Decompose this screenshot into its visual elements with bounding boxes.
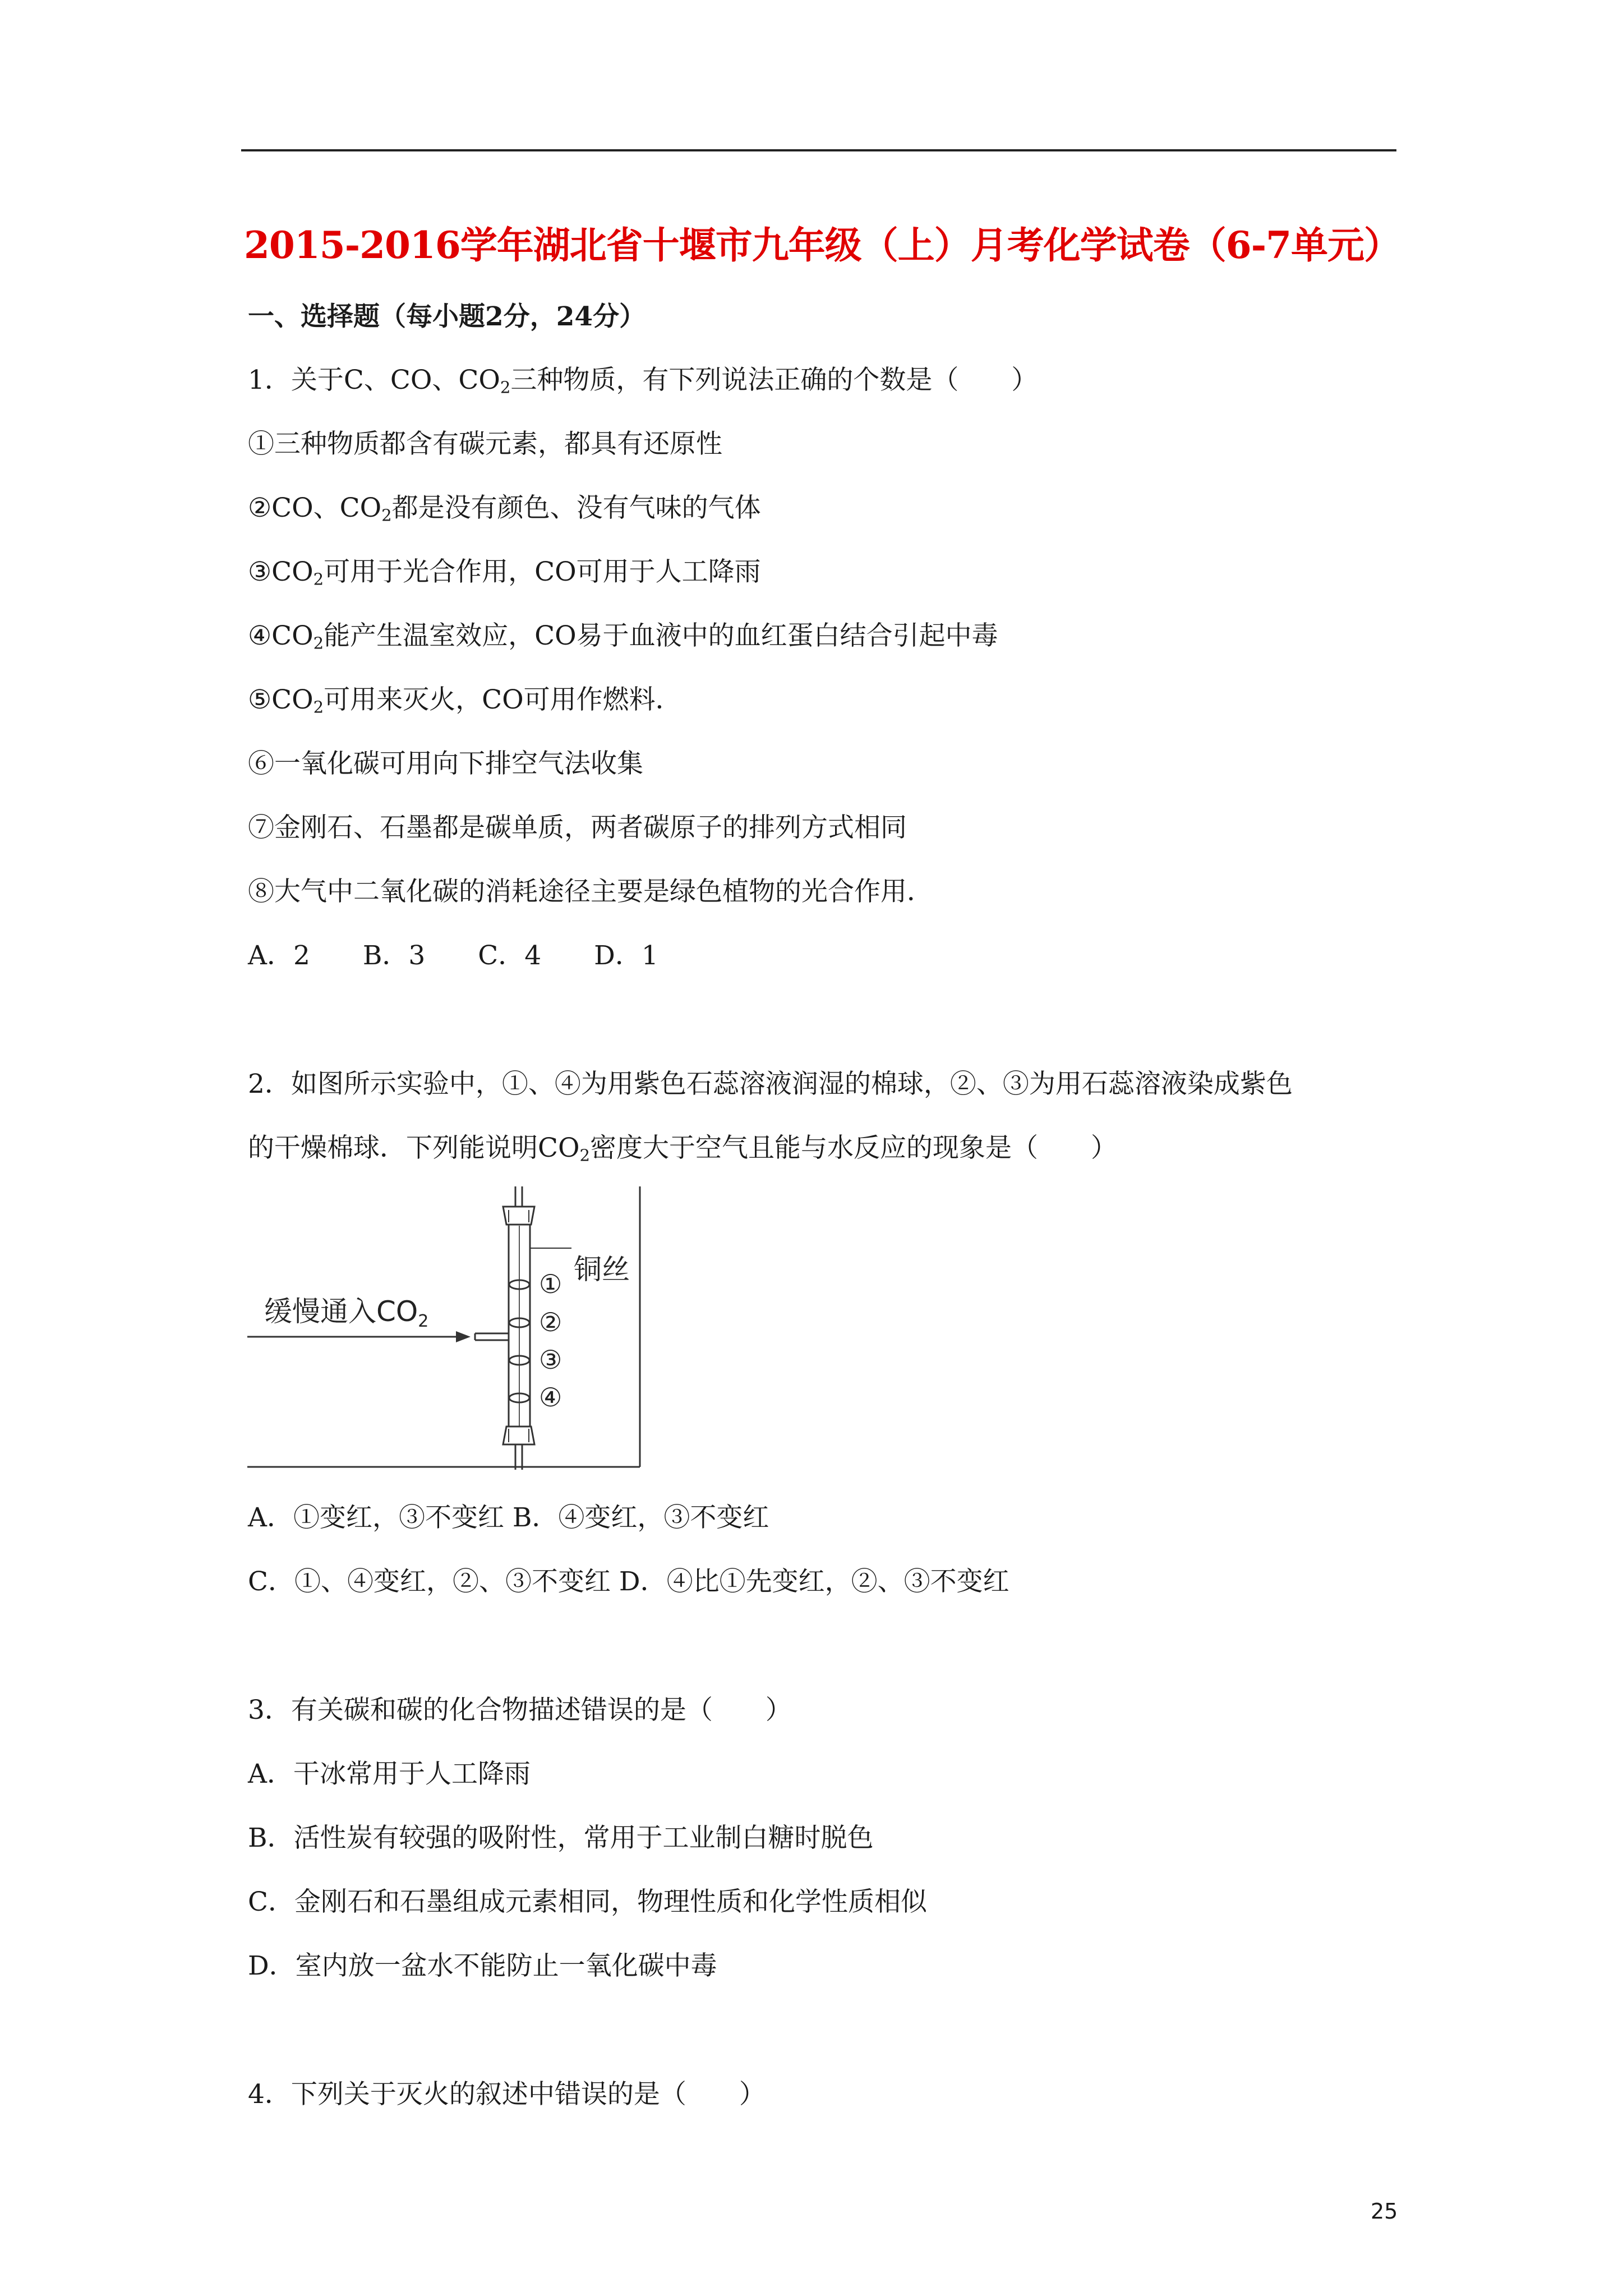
q3-option-b: B．活性炭有较强的吸附性，常用于工业制白糖时脱色	[248, 1823, 874, 1853]
q3-option-c: C．金刚石和石墨组成元素相同，物理性质和化学性质相似	[248, 1887, 927, 1917]
copper-wire-label: 铜丝	[574, 1253, 630, 1286]
ball-label-2: ②	[539, 1307, 562, 1337]
q3-option-a: A．干冰常用于人工降雨	[248, 1759, 531, 1789]
co2-experiment-diagram	[247, 1186, 644, 1470]
ball-label-4: ④	[539, 1382, 562, 1412]
q4-stem: 4．下列关于灭火的叙述中错误的是（ ）	[248, 2079, 766, 2110]
q1-statement-4: $④CO_2$能产生温室效应，CO易于血液中的血红蛋白结合引起中毒	[248, 620, 998, 653]
q3-stem: 3．有关碳和碳的化合物描述错误的是（ ）	[248, 1695, 792, 1726]
q1-statement-1: ①三种物质都含有碳元素，都具有还原性	[248, 429, 722, 459]
q2-stem-line2: 的干燥棉球．下列能说明$CO_2$密度大于空气且能与水反应的现象是（ ）	[248, 1133, 1118, 1165]
section-heading: 一、选择题（每小题2分，24分）	[248, 301, 646, 332]
page-title: 2015-2016学年湖北省十堰市九年级（上）月考化学试卷（6-7单元）	[244, 223, 1401, 267]
page-number: 25	[1371, 2199, 1398, 2224]
header-rule	[241, 149, 1396, 151]
q1-statement-3: $③CO_2$可用于光合作用，CO可用于人工降雨	[248, 556, 761, 589]
q2-options-ab: A．①变红，③不变红 B．④变红，③不变红	[248, 1502, 769, 1533]
q1-statement-2: ②CO、$CO_2$都是没有颜色、没有气味的气体	[248, 493, 761, 525]
q1-statement-5: $⑤CO_2$可用来灭火，CO可用作燃料．	[248, 684, 682, 717]
inlet-label: 缓慢通入$CO_2$	[264, 1295, 429, 1331]
q1-statement-6: ⑥一氧化碳可用向下排空气法收集	[248, 748, 643, 779]
ball-label-1: ①	[539, 1269, 562, 1299]
q2-stem-line1: 2．如图所示实验中，①、④为用紫色石蕊溶液润湿的棉球，②、③为用石蕊溶液染成紫色	[248, 1069, 1293, 1099]
q1-statement-7: ⑦金刚石、石墨都是碳单质，两者碳原子的排列方式相同	[248, 812, 907, 843]
ball-label-3: ③	[539, 1345, 562, 1375]
q2-options-cd: C．①、④变红，②、③不变红 D．④比①先变红，②、③不变红	[248, 1566, 1009, 1597]
q1-options: A．2 B．3 C．4 D．1	[248, 940, 658, 971]
q1-statement-8: ⑧大气中二氧化碳的消耗途径主要是绿色植物的光合作用．	[248, 876, 933, 907]
q1-stem: 1．关于C、CO、$CO_2$三种物质，有下列说法正确的个数是（ ）	[248, 365, 1038, 397]
q3-option-d: D．室内放一盆水不能防止一氧化碳中毒	[248, 1950, 717, 1981]
